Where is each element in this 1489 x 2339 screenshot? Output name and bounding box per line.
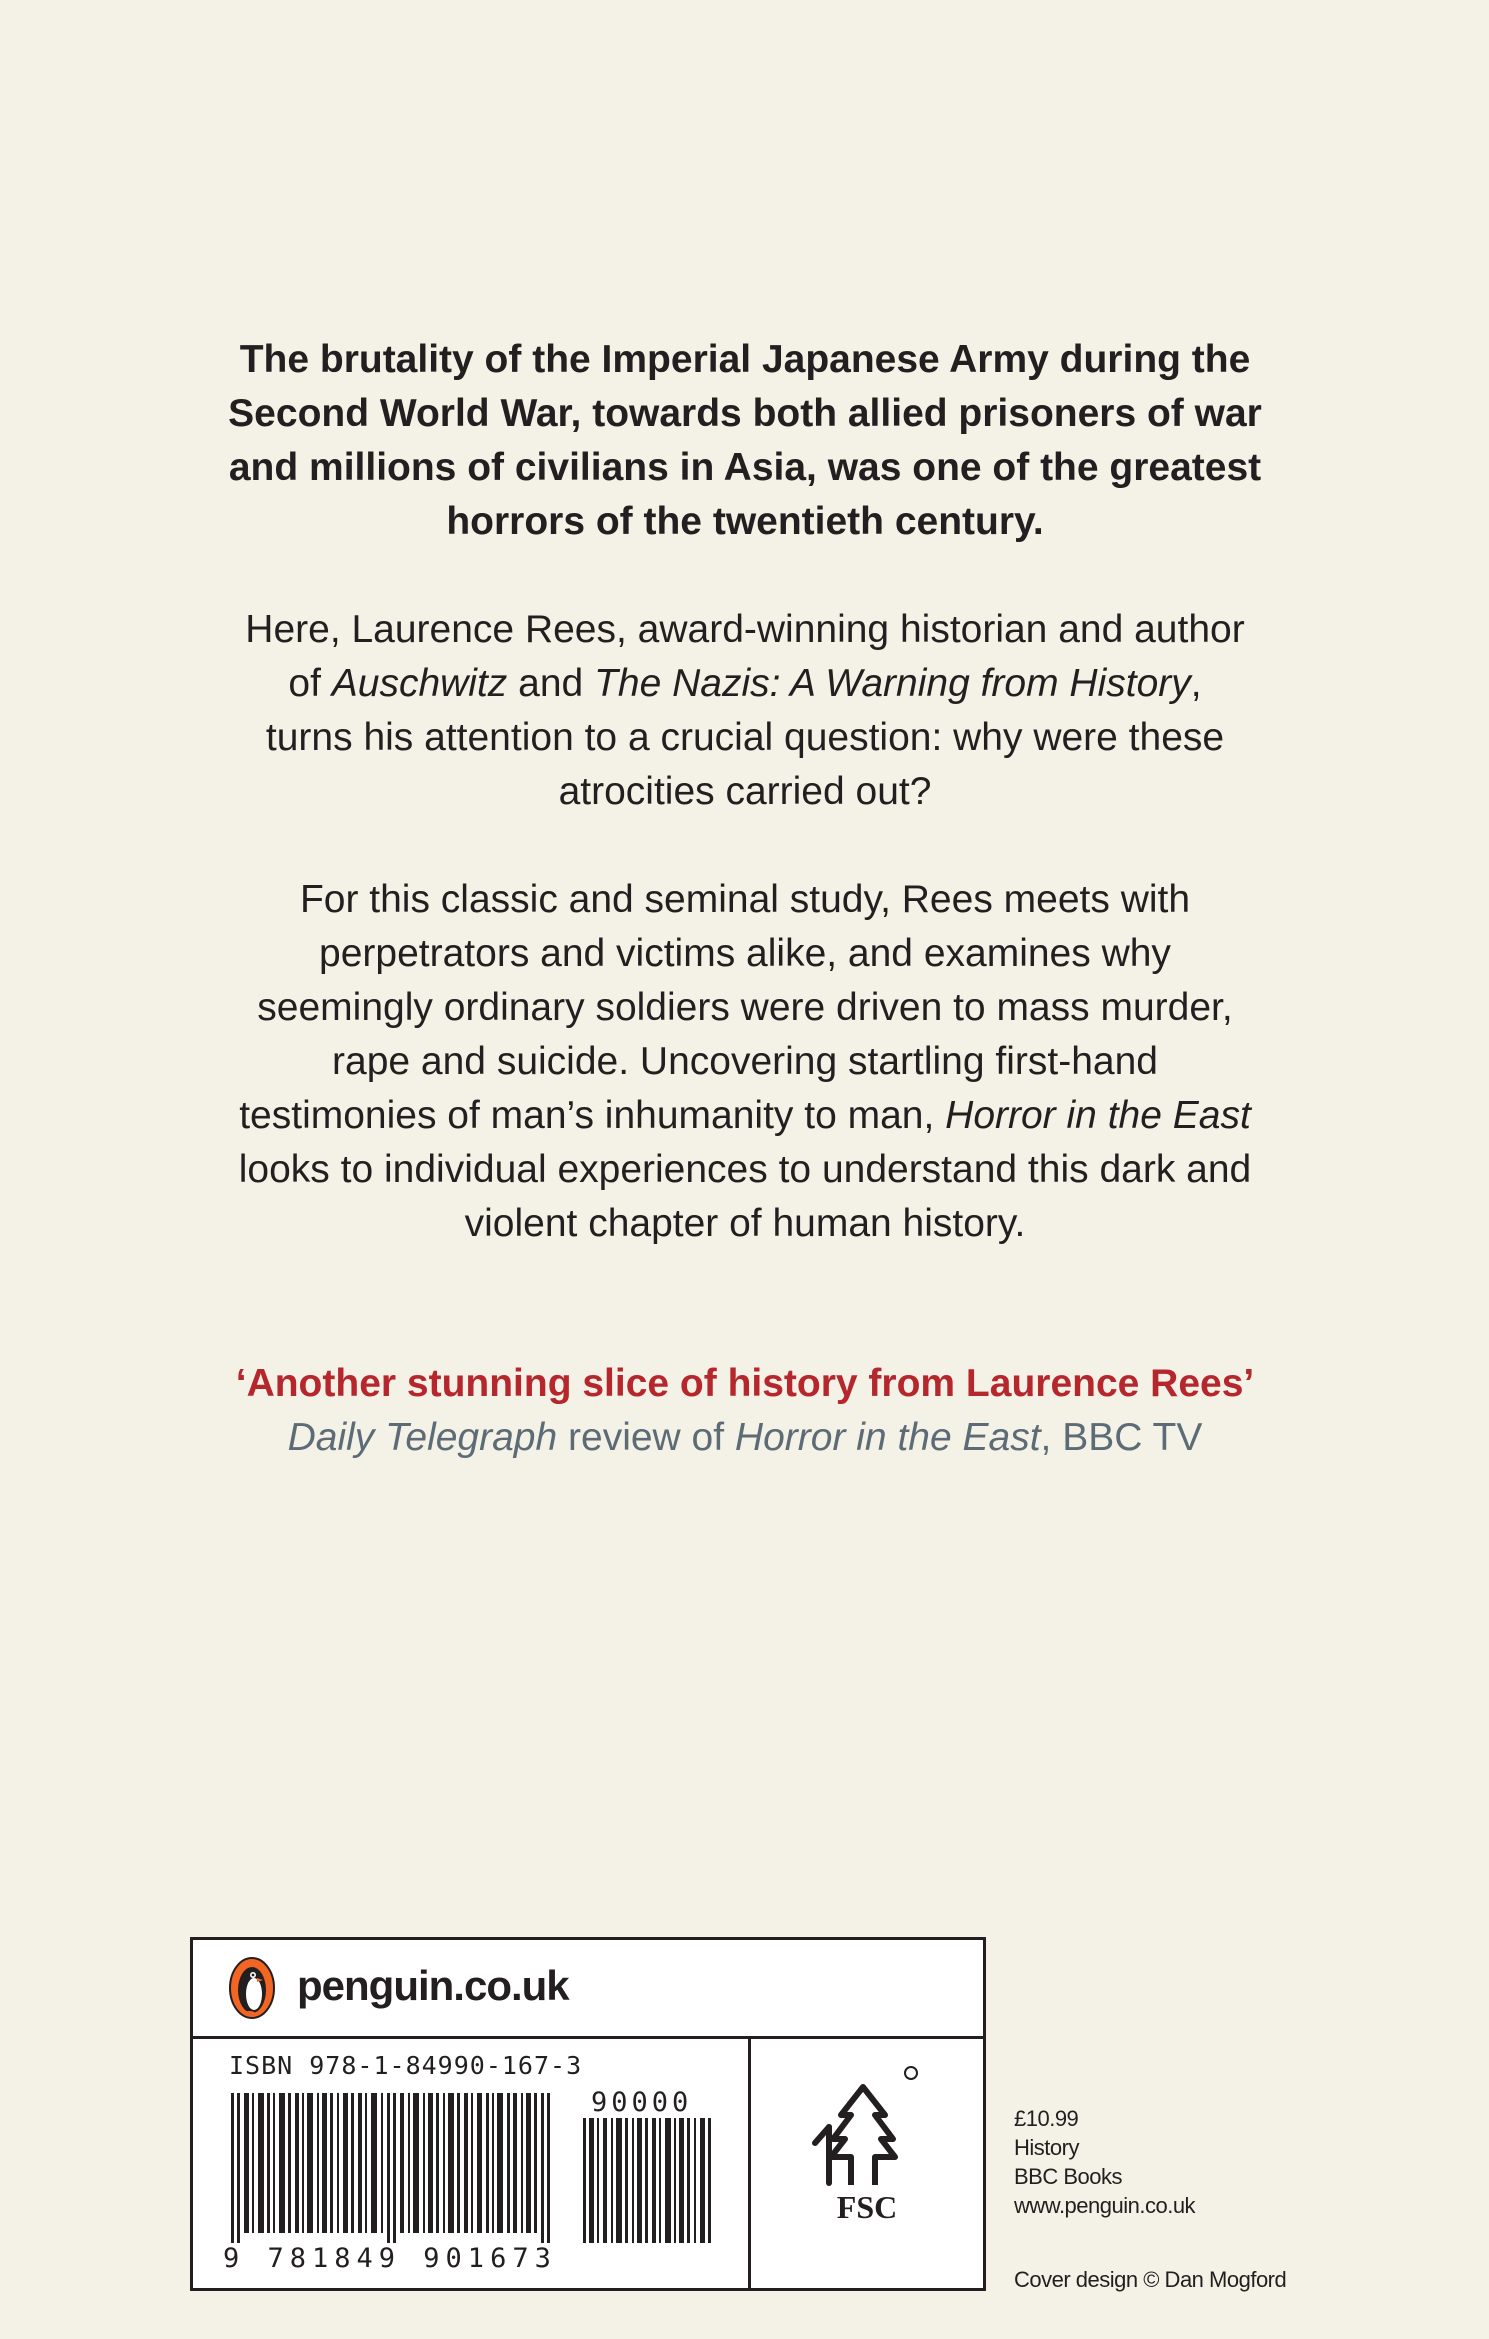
intro-line: Second World War, towards both allied prisoners of war (228, 392, 1262, 435)
fsc-area (751, 2039, 983, 2291)
review-quote (170, 1357, 1320, 1465)
price: £10.99 (1014, 2106, 1079, 2131)
para3-line: perpetrators and victims alike, and examines why (319, 932, 1171, 975)
price-info (1014, 2104, 1195, 2220)
para3-line: For this classic and seminal study, Rees meets with (299, 878, 1191, 921)
para2-line: of Auschwitz and The Nazis: A Warning from History, (288, 662, 1202, 705)
para2-line: Here, Laurence Rees, award-winning historian and author (245, 608, 1245, 651)
para3-line: rape and suicide. Uncovering startling first-hand (332, 1040, 1158, 1083)
author-paragraph (170, 603, 1320, 819)
isbn-label: ISBN 978-1-84990-167-3 (229, 2051, 583, 2080)
cover-credit: Cover design © Dan Mogford (1014, 2267, 1287, 2292)
barcode-box (190, 1937, 986, 2291)
addon-digits: 90000 (591, 2087, 693, 2118)
para3-line: seemingly ordinary soldiers were driven to mass murder, (257, 986, 1233, 1029)
addon-barcode-icon (583, 2118, 723, 2243)
penguin-logo-icon (229, 1957, 275, 2019)
book-title-auschwitz: Auschwitz (331, 662, 508, 705)
barcode-icon (231, 2093, 571, 2243)
intro-line: The brutality of the Imperial Japanese Army during the (239, 338, 1251, 381)
book-title-horror: Horror in the East (945, 1094, 1251, 1137)
para2-line: turns his attention to a crucial question: why were these (265, 716, 1225, 759)
fsc-label: FSC (836, 2189, 898, 2225)
quote-text: ‘Another stunning slice of history from Laurence Rees’ (235, 1362, 1255, 1405)
intro-line: horrors of the twentieth century. (446, 500, 1044, 543)
para2-line: atrocities carried out? (558, 770, 932, 813)
category: History (1014, 2135, 1079, 2160)
barcode-digits: 9 781849 901673 (223, 2243, 557, 2274)
imprint: BBC Books (1014, 2164, 1122, 2189)
isbn-area (193, 2039, 751, 2291)
intro-line: and millions of civilians in Asia, was one of the greatest (228, 446, 1262, 489)
publisher-row (193, 1940, 983, 2039)
intro-paragraph (170, 333, 1320, 549)
study-paragraph (170, 873, 1320, 1251)
quote-source: Daily Telegraph review of Horror in the East, BBC TV (287, 1416, 1203, 1459)
para3-line: looks to individual experiences to understand this dark and (238, 1148, 1252, 1191)
website: www.penguin.co.uk (1014, 2193, 1196, 2218)
para3-line: testimonies of man’s inhumanity to man, Horror in the East (239, 1094, 1251, 1137)
fsc-tree-icon (811, 2065, 921, 2190)
publisher-url: penguin.co.uk (297, 1962, 569, 2009)
book-title-nazis: The Nazis: A Warning from History (594, 662, 1191, 705)
para3-line: violent chapter of human history. (464, 1202, 1026, 1245)
